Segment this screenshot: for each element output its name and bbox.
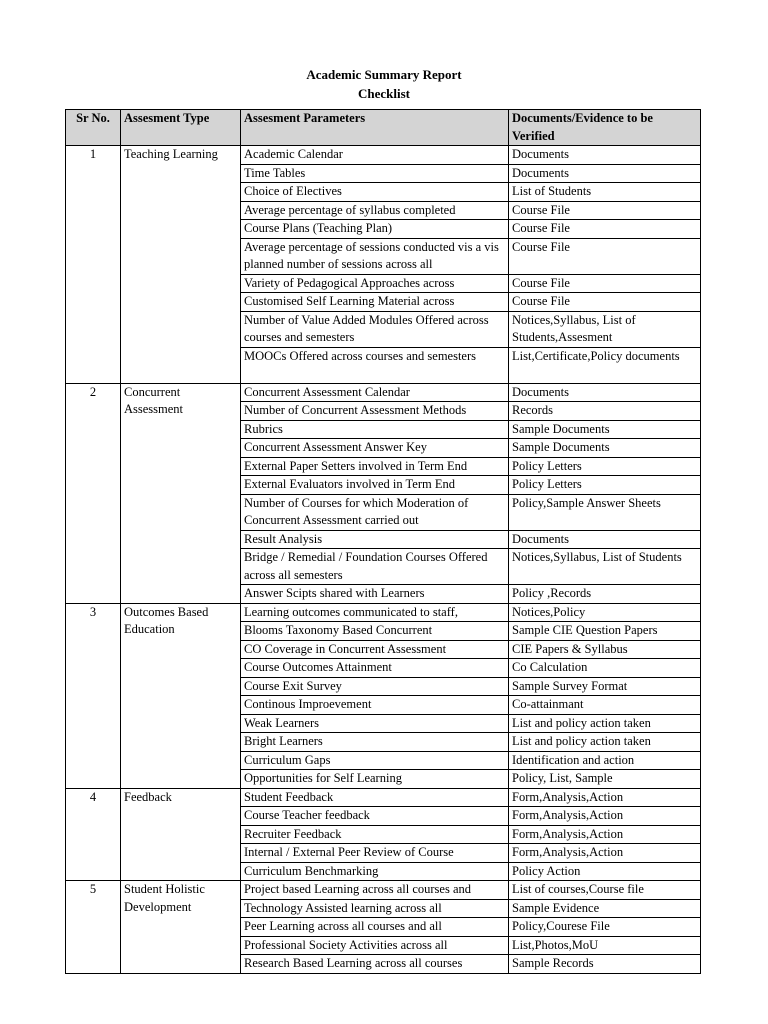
assessment-parameter-cell: Bridge / Remedial / Foundation Courses Offered across all semesters [241, 549, 509, 585]
evidence-cell: Course File [509, 293, 701, 312]
report-title: Academic Summary Report [306, 67, 462, 82]
assessment-parameter-cell: Continous Improevement [241, 696, 509, 715]
assessment-parameter-cell: Bright Learners [241, 733, 509, 752]
evidence-cell: Documents [509, 146, 701, 165]
assessment-parameter-cell: Number of Concurrent Assessment Methods [241, 402, 509, 421]
sr-no-cell: 4 [66, 788, 121, 881]
evidence-cell: Notices,Syllabus, List of Students,Assesment [509, 311, 701, 347]
evidence-cell: Sample CIE Question Papers [509, 622, 701, 641]
assessment-parameter-cell: Average percentage of sessions conducted vis a vis planned number of sessions across all [241, 238, 509, 274]
assessment-parameter-cell: Course Exit Survey [241, 677, 509, 696]
evidence-cell: Notices,Syllabus, List of Students [509, 549, 701, 585]
assessment-parameter-cell: Course Plans (Teaching Plan) [241, 220, 509, 239]
evidence-cell: List,Photos,MoU [509, 936, 701, 955]
evidence-cell: Notices,Policy [509, 603, 701, 622]
assessment-parameter-cell: Weak Learners [241, 714, 509, 733]
evidence-cell: Documents [509, 530, 701, 549]
table-row [66, 881, 701, 900]
assessment-parameter-cell: Customised Self Learning Material across [241, 293, 509, 312]
evidence-cell: List of Students [509, 183, 701, 202]
evidence-cell: Course File [509, 201, 701, 220]
checklist-table [65, 109, 701, 974]
assessment-parameter-cell: Curriculum Benchmarking [241, 862, 509, 881]
sr-no-cell: 1 [66, 146, 121, 384]
assessment-parameter-cell: Academic Calendar [241, 146, 509, 165]
report-subtitle: Checklist [358, 86, 410, 101]
table-row [66, 603, 701, 622]
evidence-cell: Sample Records [509, 955, 701, 974]
assessment-parameter-cell: Average percentage of syllabus completed [241, 201, 509, 220]
header-assessment-parameters: Assesment Parameters [241, 110, 509, 146]
assessment-parameter-cell: Professional Society Activities across all [241, 936, 509, 955]
evidence-cell: Identification and action [509, 751, 701, 770]
assessment-parameter-cell: CO Coverage in Concurrent Assessment [241, 640, 509, 659]
header-sr-no: Sr No. [66, 110, 121, 146]
assessment-parameter-cell: Student Feedback [241, 788, 509, 807]
assessment-parameter-cell: Number of Courses for which Moderation of Concurrent Assessment carried out [241, 494, 509, 530]
assessment-parameter-cell: Internal / External Peer Review of Course [241, 844, 509, 863]
assessment-parameter-cell: Rubrics [241, 420, 509, 439]
assessment-parameter-cell: External Evaluators involved in Term End [241, 476, 509, 495]
sr-no-cell: 3 [66, 603, 121, 788]
assessment-parameter-cell: Learning outcomes communicated to staff, [241, 603, 509, 622]
evidence-cell: Sample Documents [509, 439, 701, 458]
evidence-cell: Course File [509, 220, 701, 239]
assessment-parameter-cell: External Paper Setters involved in Term End [241, 457, 509, 476]
assessment-type-cell: Feedback [121, 788, 241, 881]
evidence-cell: Course File [509, 274, 701, 293]
assessment-parameter-cell: Course Teacher feedback [241, 807, 509, 826]
assessment-parameter-cell: Course Outcomes Attainment [241, 659, 509, 678]
header-assessment-type: Assesment Type [121, 110, 241, 146]
evidence-cell: List,Certificate,Policy documents [509, 347, 701, 383]
evidence-cell: Co Calculation [509, 659, 701, 678]
evidence-cell: Policy Letters [509, 476, 701, 495]
evidence-cell: Documents [509, 164, 701, 183]
assessment-parameter-cell: Curriculum Gaps [241, 751, 509, 770]
assessment-parameter-cell: Research Based Learning across all courses [241, 955, 509, 974]
table-row [66, 383, 701, 402]
assessment-parameter-cell: Number of Value Added Modules Offered across courses and semesters [241, 311, 509, 347]
checklist-body [66, 146, 701, 974]
evidence-cell: List and policy action taken [509, 714, 701, 733]
evidence-cell: List of courses,Course file [509, 881, 701, 900]
sr-no-cell: 5 [66, 881, 121, 974]
evidence-cell: Policy ,Records [509, 585, 701, 604]
assessment-type-cell: Concurrent Assessment [121, 383, 241, 603]
assessment-parameter-cell: Answer Scipts shared with Learners [241, 585, 509, 604]
evidence-cell: Form,Analysis,Action [509, 844, 701, 863]
evidence-cell: CIE Papers & Syllabus [509, 640, 701, 659]
evidence-cell: Policy, List, Sample [509, 770, 701, 789]
assessment-parameter-cell: Concurrent Assessment Calendar [241, 383, 509, 402]
assessment-parameter-cell: Recruiter Feedback [241, 825, 509, 844]
assessment-parameter-cell: Concurrent Assessment Answer Key [241, 439, 509, 458]
assessment-type-cell: Teaching Learning [121, 146, 241, 384]
assessment-type-cell: Outcomes Based Education [121, 603, 241, 788]
assessment-parameter-cell: Opportunities for Self Learning [241, 770, 509, 789]
evidence-cell: Co-attainmant [509, 696, 701, 715]
evidence-cell: Sample Survey Format [509, 677, 701, 696]
assessment-parameter-cell: Result Analysis [241, 530, 509, 549]
evidence-cell: Documents [509, 383, 701, 402]
evidence-cell: Policy,Courese File [509, 918, 701, 937]
header-documents-evidence: Documents/Evidence to be Verified [509, 110, 701, 146]
evidence-cell: Sample Documents [509, 420, 701, 439]
assessment-parameter-cell: Variety of Pedagogical Approaches across [241, 274, 509, 293]
evidence-cell: List and policy action taken [509, 733, 701, 752]
table-row [66, 146, 701, 165]
evidence-cell: Policy Action [509, 862, 701, 881]
evidence-cell: Form,Analysis,Action [509, 825, 701, 844]
assessment-parameter-cell: Peer Learning across all courses and all [241, 918, 509, 937]
assessment-parameter-cell: Project based Learning across all courses and [241, 881, 509, 900]
evidence-cell: Form,Analysis,Action [509, 807, 701, 826]
evidence-cell: Sample Evidence [509, 899, 701, 918]
table-row [66, 788, 701, 807]
evidence-cell: Records [509, 402, 701, 421]
evidence-cell: Form,Analysis,Action [509, 788, 701, 807]
assessment-parameter-cell: Choice of Electives [241, 183, 509, 202]
evidence-cell: Policy,Sample Answer Sheets [509, 494, 701, 530]
assessment-parameter-cell: Blooms Taxonomy Based Concurrent [241, 622, 509, 641]
assessment-type-cell: Student Holistic Development [121, 881, 241, 974]
assessment-parameter-cell: MOOCs Offered across courses and semesters [241, 347, 509, 383]
assessment-parameter-cell: Time Tables [241, 164, 509, 183]
evidence-cell: Course File [509, 238, 701, 274]
evidence-cell: Policy Letters [509, 457, 701, 476]
header-row [66, 110, 701, 146]
sr-no-cell: 2 [66, 383, 121, 603]
assessment-parameter-cell: Technology Assisted learning across all [241, 899, 509, 918]
